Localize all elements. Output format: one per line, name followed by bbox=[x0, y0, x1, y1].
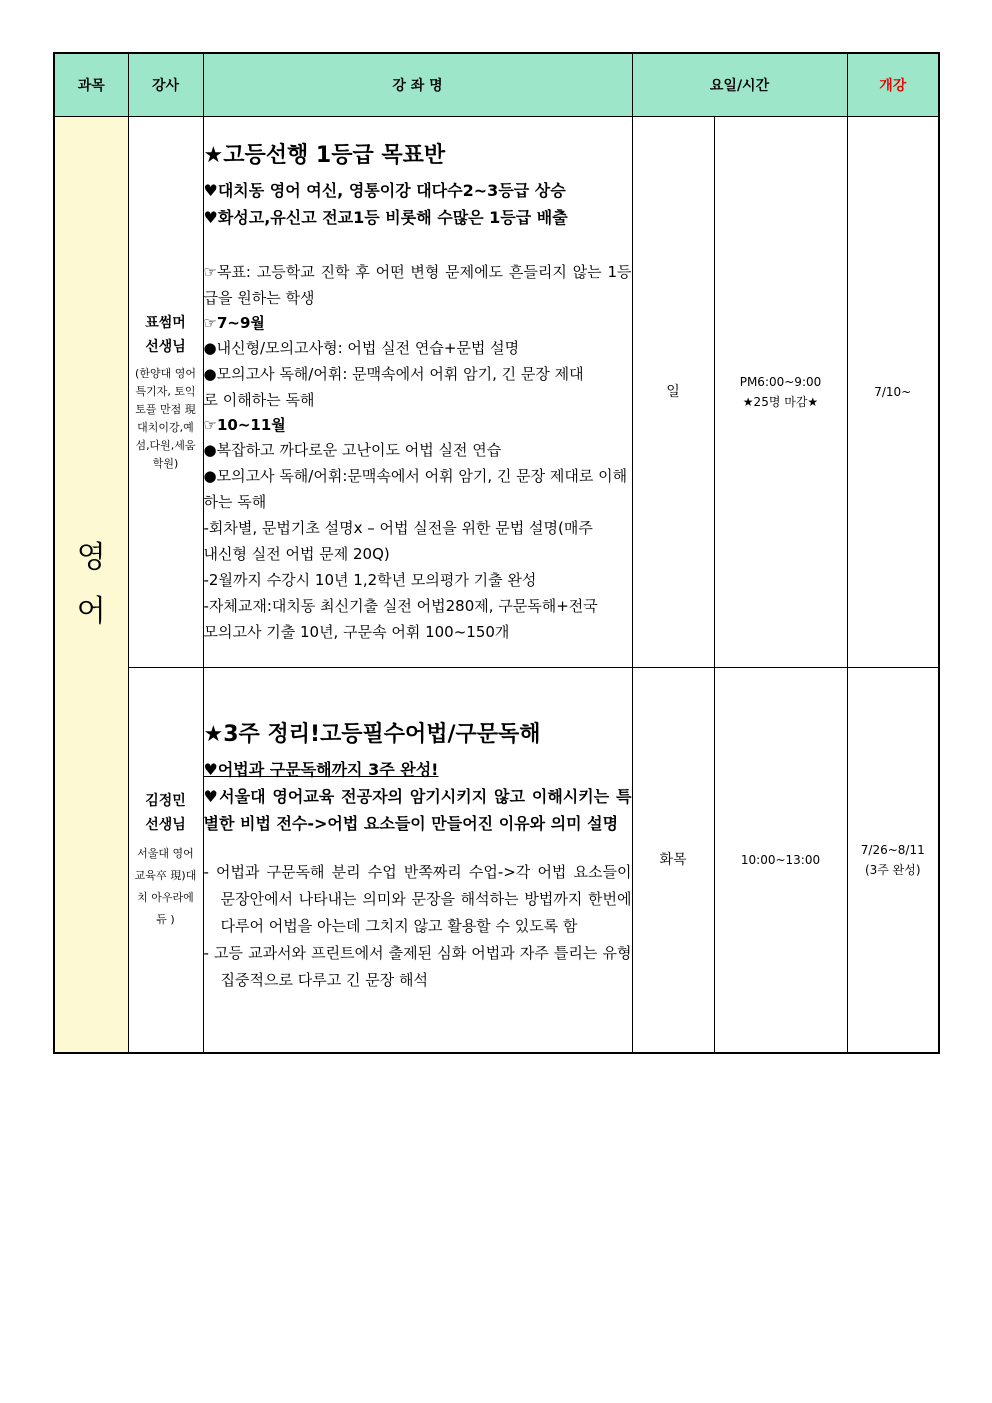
teacher-cell-2 bbox=[128, 668, 203, 1054]
day-cell-2: 화목 bbox=[632, 668, 714, 1054]
time-value: PM6:00~9:00 bbox=[739, 375, 822, 389]
course-bullet: - 어법과 구문독해 분리 수업 반쪽짜리 수업->각 어법 요소들이 문장안에서 나타내는 의미와 문장을 해석하는 방법까지 한번에 다루어 어법을 아는데 그치지 않고 활용할 수 있도록 함 bbox=[203, 863, 632, 935]
teacher-name: 표썸머 선생님 bbox=[145, 315, 186, 355]
header-teacher: 강사 bbox=[128, 53, 203, 117]
section-item: ●모의고사 독해/어휘: 문맥속에서 어휘 암기, 긴 문장 제대로 이해하는 독해 bbox=[203, 365, 584, 409]
header-subject: 과목 bbox=[54, 53, 128, 117]
header-start: 개강 bbox=[847, 53, 939, 117]
subject-label: 영 어 bbox=[76, 539, 106, 629]
teacher-cell-1 bbox=[128, 117, 203, 668]
course-title: ★고등선행 1등급 목표반 bbox=[203, 143, 446, 168]
teacher-credentials: (한양대 영어특기자, 토익토플 만점 現대치이강,예섬,다원,세움학원) bbox=[135, 367, 196, 470]
header-row bbox=[54, 53, 939, 117]
header-schedule: 요일/시간 bbox=[632, 53, 847, 117]
course-note: -회차별, 문법기초 설명x – 어법 실전을 위한 문법 설명(매주 내신형 실전 어법 문제 20Q) bbox=[203, 519, 593, 563]
time-cell-1 bbox=[714, 117, 847, 668]
course-highlight: ♥서울대 영어교육 전공자의 암기시키지 않고 이해시키는 특별한 비법 전수->어법 요소들이 만들어진 이유와 의미 설명 bbox=[203, 787, 632, 833]
course-highlight: ♥화성고,유신고 전교1등 비롯해 수많은 1등급 배출 bbox=[203, 208, 568, 227]
course-content-2 bbox=[203, 668, 632, 1054]
start-note: (3주 완성) bbox=[864, 863, 921, 877]
course-row-1 bbox=[54, 117, 939, 668]
time-cell-2: 10:00~13:00 bbox=[714, 668, 847, 1054]
course-schedule-table bbox=[53, 52, 940, 1054]
course-highlight bbox=[204, 756, 632, 783]
course-note: -자체교재:대치동 최신기출 실전 어법280제, 구문독해+전국 모의고사 기출 10년, 구문속 어휘 100~150개 bbox=[203, 597, 598, 641]
course-title: ★3주 정리!고등필수어법/구문독해 bbox=[203, 722, 541, 747]
start-cell-1: 7/10~ bbox=[847, 117, 939, 668]
course-goal: ☞목표: 고등학교 진학 후 어떤 변형 문제에도 흔들리지 않는 1등급을 원하는 학생 bbox=[203, 263, 632, 307]
time-note: ★25명 마감★ bbox=[742, 395, 819, 409]
course-highlight-underlined: ♥어법과 구문독해까지 3주 완성! bbox=[203, 760, 439, 779]
day-cell-1: 일 bbox=[632, 117, 714, 668]
section-title: ☞10~11월 bbox=[203, 416, 286, 434]
section-item: ●모의고사 독해/어휘:문맥속에서 어휘 암기, 긴 문장 제대로 이해하는 독해 bbox=[203, 467, 628, 511]
teacher-credentials: 서울대 영어교육卒 現)대치 아우라에듀 ) bbox=[134, 847, 197, 926]
header-course: 강 좌 명 bbox=[203, 53, 632, 117]
course-note: -2월까지 수강시 10년 1,2학년 모의평가 기출 완성 bbox=[203, 571, 537, 589]
course-row-2 bbox=[54, 668, 939, 1054]
course-bullet: - 고등 교과서와 프린트에서 출제된 심화 어법과 자주 틀리는 유형 집중적으로 다루고 긴 문장 해석 bbox=[203, 944, 632, 989]
course-highlight: ♥대치동 영어 여신, 영통이강 대다수2~3등급 상승 bbox=[203, 181, 566, 200]
course-content-1 bbox=[203, 117, 632, 668]
section-item: ●복잡하고 까다로운 고난이도 어법 실전 연습 bbox=[203, 441, 502, 459]
start-cell-2 bbox=[847, 668, 939, 1054]
section-title: ☞7~9월 bbox=[203, 314, 265, 332]
teacher-name: 김정민 선생님 bbox=[145, 793, 186, 833]
section-item: ●내신형/모의고사형: 어법 실전 연습+문법 설명 bbox=[203, 339, 520, 357]
start-value: 7/26~8/11 bbox=[860, 843, 925, 857]
subject-cell bbox=[54, 117, 128, 1054]
